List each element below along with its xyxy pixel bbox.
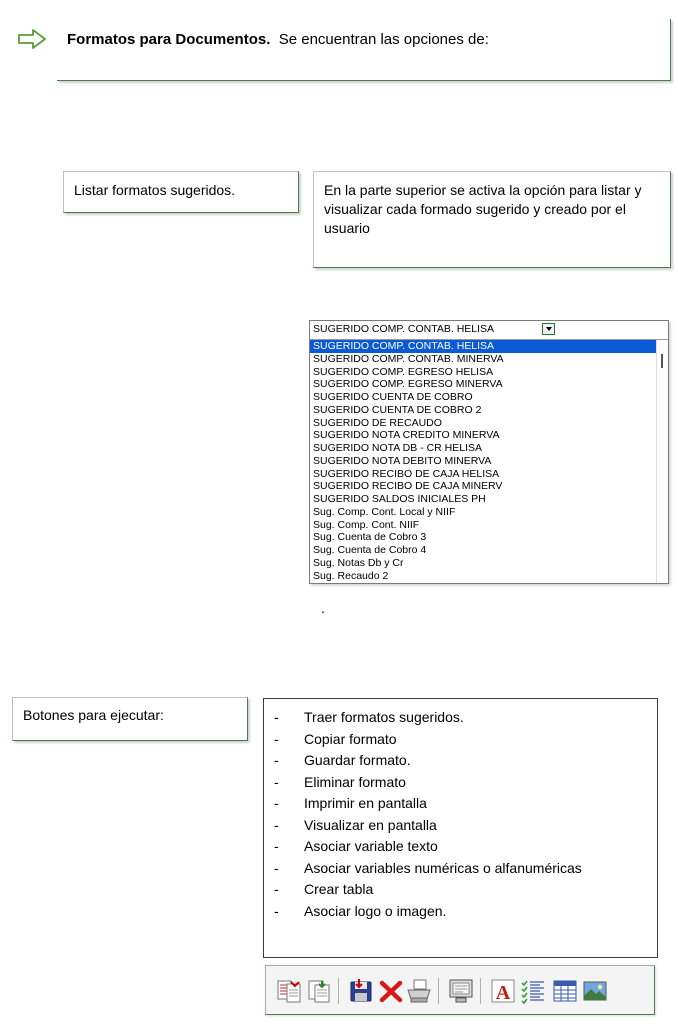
list-item[interactable]: Sug. Comp. Cont. Local y NIIF bbox=[313, 505, 456, 518]
list-item[interactable]: SUGERIDO SALDOS INICIALES PH bbox=[313, 493, 486, 505]
list-formats-description-box bbox=[313, 171, 671, 268]
formats-list[interactable] bbox=[310, 340, 656, 583]
list-item[interactable]: Sug. Cuenta de Cobro 3 bbox=[313, 531, 427, 544]
copy-format-icon[interactable] bbox=[306, 978, 332, 1004]
header-subtitle: Se encuentran las opciones de: bbox=[278, 31, 489, 48]
image-icon[interactable] bbox=[582, 978, 608, 1004]
list-item: - Asociar variable texto bbox=[274, 836, 657, 858]
formats-combo-value: SUGERIDO COMP. CONTAB. HELISA bbox=[313, 323, 495, 335]
scrollbar-thumb[interactable] bbox=[661, 354, 663, 368]
list-item: - Copiar formato bbox=[274, 729, 657, 751]
list-item[interactable]: SUGERIDO NOTA CREDITO MINERVA bbox=[313, 429, 500, 442]
list-item: - Eliminar formato bbox=[274, 772, 657, 794]
print-icon[interactable] bbox=[406, 978, 432, 1004]
list-item: - Traer formatos sugeridos. bbox=[274, 707, 657, 729]
toolbar-separator bbox=[338, 978, 339, 1004]
list-item[interactable]: SUGERIDO NOTA DB - CR HELISA bbox=[313, 442, 482, 454]
list-item[interactable]: SUGERIDO CUENTA DE COBRO bbox=[313, 391, 473, 403]
formats-combo[interactable] bbox=[310, 321, 668, 340]
buttons-label: Botones para ejecutar: bbox=[23, 707, 164, 723]
header-title: Formatos para Documentos. bbox=[67, 31, 271, 48]
buttons-list bbox=[264, 699, 657, 922]
view-screen-icon[interactable] bbox=[448, 978, 474, 1004]
list-item: - Asociar logo o imagen. bbox=[274, 901, 657, 923]
delete-format-icon[interactable] bbox=[378, 978, 404, 1004]
svg-text:A: A bbox=[495, 982, 511, 1004]
buttons-label-box bbox=[12, 697, 248, 741]
formats-dropdown[interactable] bbox=[309, 320, 669, 584]
list-item[interactable]: SUGERIDO NOTA DEBITO MINERVA bbox=[313, 454, 492, 467]
numeric-variable-icon[interactable] bbox=[520, 978, 546, 1004]
list-item[interactable]: SUGERIDO COMP. EGRESO MINERVA bbox=[313, 378, 503, 391]
chevron-down-icon[interactable] bbox=[542, 323, 555, 335]
buttons-description-box bbox=[263, 698, 658, 958]
list-item[interactable]: Sug. Recaudo 2 bbox=[313, 569, 389, 582]
table-icon[interactable] bbox=[552, 978, 578, 1004]
header-box bbox=[57, 19, 671, 81]
list-item: - Asociar variables numéricas o alfanuméricas bbox=[274, 858, 657, 880]
list-item: - Crear tabla bbox=[274, 879, 657, 901]
dot-text: . bbox=[321, 600, 325, 616]
list-item[interactable]: SUGERIDO COMP. CONTAB. MINERVA bbox=[313, 352, 504, 365]
list-item[interactable]: SUGERIDO RECIBO DE CAJA MINERV bbox=[313, 480, 503, 493]
header-text bbox=[67, 31, 489, 48]
list-item[interactable]: Sug. Comp. Cont. NIIF bbox=[313, 518, 420, 531]
list-item: - Visualizar en pantalla bbox=[274, 815, 657, 837]
list-formats-label: Listar formatos sugeridos. bbox=[74, 182, 236, 198]
list-item[interactable]: SUGERIDO RECIBO DE CAJA HELISA bbox=[313, 467, 500, 480]
list-item[interactable]: SUGERIDO CUENTA DE COBRO 2 bbox=[313, 403, 482, 416]
list-formats-label-box bbox=[63, 171, 299, 213]
save-format-icon[interactable] bbox=[348, 978, 374, 1004]
list-item: - Imprimir en pantalla bbox=[274, 793, 657, 815]
list-item: - Guardar formato. bbox=[274, 750, 657, 772]
list-item[interactable]: SUGERIDO DE RECAUDO bbox=[313, 416, 442, 429]
list-formats-description: En la parte superior se activa la opción para listar y visualizar cada formado sugerido y creado por el usuario bbox=[324, 182, 642, 236]
import-suggested-icon[interactable] bbox=[276, 978, 302, 1004]
text-variable-icon[interactable] bbox=[490, 978, 516, 1004]
format-toolbar bbox=[265, 965, 655, 1015]
arrow-right-icon bbox=[17, 28, 47, 50]
list-item[interactable]: SUGERIDO COMP. CONTAB. HELISA bbox=[310, 340, 656, 353]
toolbar-separator bbox=[480, 978, 481, 1004]
list-item[interactable]: Sug. Notas Db y Cr bbox=[313, 556, 404, 569]
formats-list-scrollbar[interactable] bbox=[656, 340, 668, 583]
toolbar-separator bbox=[438, 978, 439, 1004]
list-item[interactable]: Sug. Cuenta de Cobro 4 bbox=[313, 544, 427, 556]
list-item[interactable]: SUGERIDO COMP. EGRESO HELISA bbox=[313, 365, 494, 378]
